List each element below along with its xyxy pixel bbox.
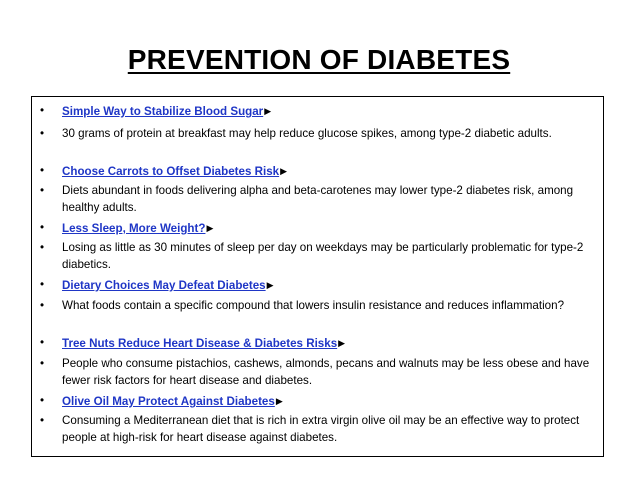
- bullet: •: [39, 414, 45, 427]
- play-arrow-icon[interactable]: ▶: [280, 166, 288, 176]
- play-arrow-icon[interactable]: ▶: [338, 338, 346, 348]
- bullet: •: [39, 104, 45, 117]
- item-text: [62, 163, 595, 181]
- bullet: •: [39, 164, 45, 177]
- item-description: People who consume pistachios, cashews, almonds, pecans and walnuts may be less obese and have fewer risk factors for heart disease and diabetes.: [62, 357, 590, 387]
- play-arrow-icon[interactable]: ▶: [266, 280, 274, 290]
- bullet: •: [39, 127, 45, 140]
- article-link[interactable]: Dietary Choices May Defeat Diabetes: [62, 279, 266, 292]
- play-arrow-icon[interactable]: ▶: [264, 106, 272, 116]
- bullet: •: [39, 394, 45, 407]
- item-text: [62, 277, 595, 295]
- content-box: [31, 96, 604, 457]
- bullet: •: [39, 184, 45, 197]
- article-link[interactable]: Tree Nuts Reduce Heart Disease & Diabetes Risks: [62, 337, 338, 350]
- bullet: •: [39, 299, 45, 312]
- item-description: Consuming a Mediterranean diet that is rich in extra virgin olive oil may be an effective way to protect people at high-risk for heart disease against diabetes.: [62, 414, 580, 444]
- item-text: [62, 393, 595, 411]
- bullet: •: [39, 336, 45, 349]
- item-description: What foods contain a specific compound that lowers insulin resistance and reduces inflammation?: [62, 299, 565, 312]
- page-title: PREVENTION OF DIABETES: [127, 44, 511, 75]
- bullet: •: [39, 241, 45, 254]
- bullet: •: [39, 357, 45, 370]
- bullet: •: [39, 221, 45, 234]
- article-link[interactable]: Less Sleep, More Weight?: [62, 222, 206, 235]
- item-text: [62, 103, 595, 121]
- item-description: Losing as little as 30 minutes of sleep per day on weekdays may be particularly problematic for type-2 diabetics.: [62, 241, 584, 271]
- bullet: •: [39, 278, 45, 291]
- play-arrow-icon[interactable]: ▶: [206, 223, 214, 233]
- article-link[interactable]: Choose Carrots to Offset Diabetes Risk: [62, 165, 280, 178]
- article-link[interactable]: Olive Oil May Protect Against Diabetes: [62, 395, 275, 408]
- item-description: Diets abundant in foods delivering alpha and beta-carotenes may lower type-2 diabetes risk, among healthy adults.: [62, 184, 574, 214]
- play-arrow-icon[interactable]: ▶: [275, 396, 283, 406]
- item-text: [62, 220, 595, 238]
- item-description: 30 grams of protein at breakfast may help reduce glucose spikes, among type-2 diabetic adults.: [62, 127, 552, 140]
- item-text: [62, 335, 595, 353]
- article-link[interactable]: Simple Way to Stabilize Blood Sugar: [62, 105, 264, 118]
